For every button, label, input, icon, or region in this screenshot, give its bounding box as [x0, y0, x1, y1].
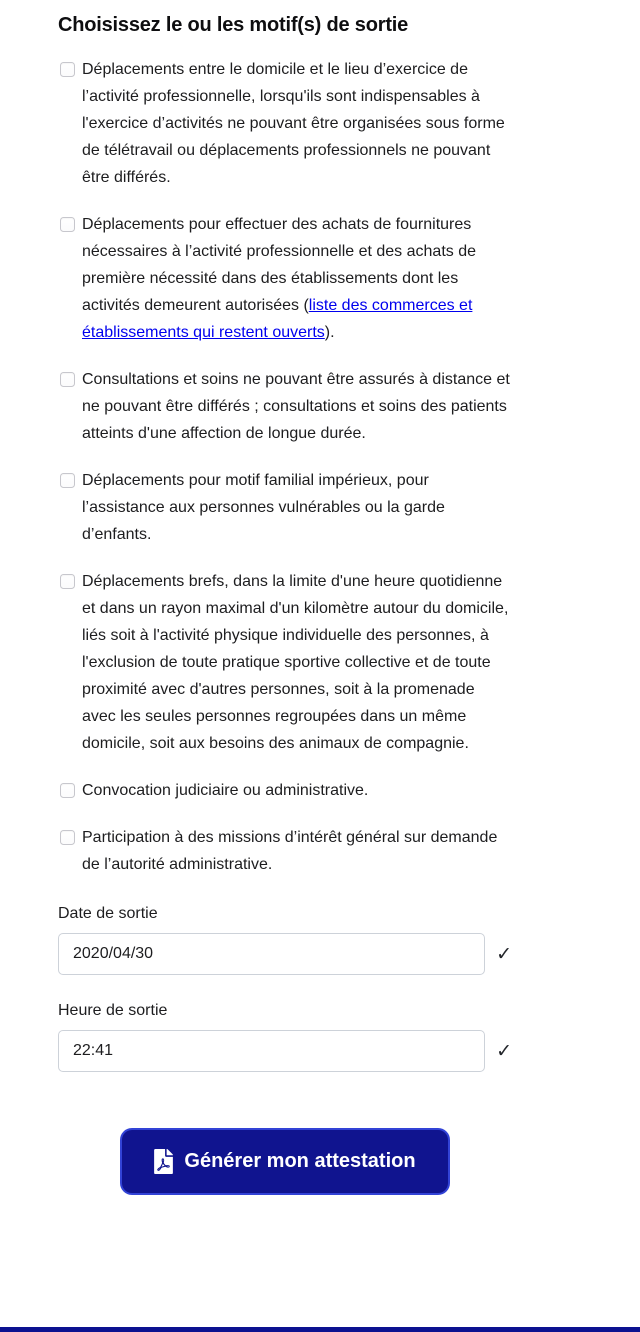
motif-row-missions[interactable] — [58, 824, 512, 878]
time-input-row — [58, 1030, 512, 1072]
valid-check-icon: ✓ — [496, 1040, 512, 1062]
page-title: Choisissez le ou les motif(s) de sortie — [58, 14, 409, 36]
motif-checkbox-missions[interactable] — [60, 830, 75, 845]
motif-row-travail[interactable] — [58, 56, 512, 191]
motif-label: Déplacements entre le domicile et le lieu d’exercice de l’activité professionnelle, lorsqu'ils sont indispensables à l'exercice d’activités ne pouvant être organisées sous forme de télétravail ou déplacements professionnels ne pouvant être différés. — [82, 61, 505, 186]
date-de-sortie-label: Date de sortie — [58, 905, 158, 922]
motif-checkbox-convocation[interactable] — [60, 783, 75, 798]
motif-row-famille[interactable] — [58, 467, 512, 548]
commerces-ouverts-link[interactable]: liste des commerces et établissements qui restent ouverts — [82, 297, 473, 341]
motif-label-before-link: Déplacements pour effectuer des achats de fournitures nécessaires à l’activité professionnelle et des achats de première nécessité dans des établissements dont les activités demeurent autorisées ( — [82, 216, 476, 314]
motif-checkbox-achats[interactable] — [60, 217, 75, 232]
motif-row-achats[interactable] — [58, 211, 512, 346]
motif-checkbox-sante[interactable] — [60, 372, 75, 387]
submit-button-area — [58, 1128, 512, 1195]
motif-row-convocation[interactable] — [58, 777, 512, 804]
motif-label: Déplacements pour motif familial impérieux, pour l’assistance aux personnes vulnérables ou la garde d’enfants. — [82, 472, 445, 543]
motif-row-sport-animaux[interactable] — [58, 568, 512, 757]
motif-label: Déplacements brefs, dans la limite d'une heure quotidienne et dans un rayon maximal d'un kilomètre autour du domicile, liés soit à l'activité physique individuelle des personnes, à l'exclusion de toute pratique sportive collective et de toute proximité avec d'autres personnes, soit à la promenade avec les seules personnes regroupées dans un même domicile, soit aux besoins des animaux de compagnie. — [82, 573, 509, 752]
motif-label-after-link: ). — [324, 324, 335, 341]
motif-checkbox-sport-animaux[interactable] — [60, 574, 75, 589]
motif-label — [82, 216, 476, 341]
motif-checkbox-famille[interactable] — [60, 473, 75, 488]
generer-attestation-button[interactable] — [120, 1128, 449, 1195]
heure-de-sortie-input[interactable] — [58, 1030, 485, 1072]
motif-label: Participation à des missions d’intérêt général sur demande de l’autorité administrative. — [82, 829, 498, 873]
generer-attestation-label: Générer mon attestation — [184, 1150, 416, 1172]
motif-label: Consultations et soins ne pouvant être assurés à distance et ne pouvant être différés ; consultations et soins des patients atteints d'une affection de longue durée. — [82, 371, 510, 442]
motif-checkbox-travail[interactable] — [60, 62, 75, 77]
pdf-file-icon — [154, 1149, 173, 1174]
date-input-row — [58, 933, 512, 975]
motif-row-sante[interactable] — [58, 366, 512, 447]
heure-de-sortie-label: Heure de sortie — [58, 1002, 168, 1019]
date-de-sortie-input[interactable] — [58, 933, 485, 975]
motif-label: Convocation judiciaire ou administrative. — [82, 782, 369, 799]
valid-check-icon: ✓ — [496, 943, 512, 965]
footer-bar — [0, 1327, 640, 1332]
